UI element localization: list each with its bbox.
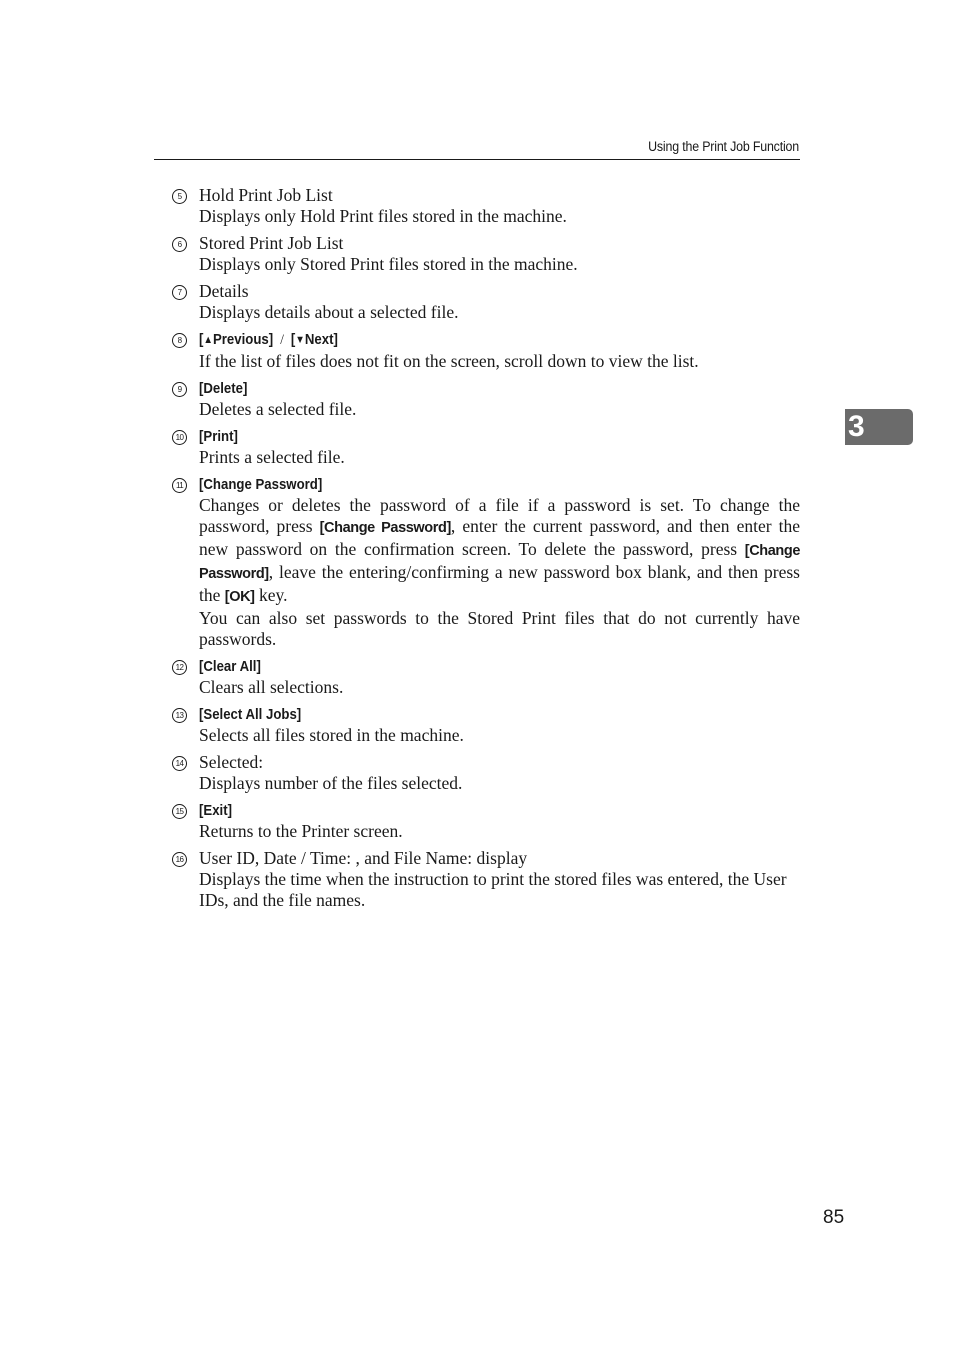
list-item [172, 752, 800, 794]
item-title: [Print] [199, 428, 238, 445]
item-title: User ID, Date / Time: , and File Name: display [199, 848, 528, 868]
chapter-number: 3 [848, 410, 865, 443]
list-item [172, 378, 800, 420]
text-run: Changes or deletes the password of a file if a password is set. To change the password, press [199, 495, 800, 536]
list-item [172, 426, 800, 468]
item-number: 7 [172, 285, 187, 300]
ok-key: [OK] [224, 589, 255, 605]
previous-key-label: Previous [212, 331, 269, 348]
list-item [172, 329, 800, 372]
item-title: [▲Previous] / [▼Next] [199, 331, 338, 348]
item-number: 14 [172, 756, 187, 771]
list-item [172, 656, 800, 698]
list-item [172, 800, 800, 842]
item-description: Displays only Stored Print files stored in the machine. [199, 254, 578, 274]
item-title: [Delete] [199, 380, 248, 397]
item-title: Stored Print Job List [199, 233, 344, 253]
item-description: Returns to the Printer screen. [199, 821, 403, 841]
item-title: [Clear All] [199, 658, 261, 675]
item-title: [Select All Jobs] [199, 706, 302, 723]
item-description: Clears all selections. [199, 677, 344, 697]
text-run: , enter the current password, and then enter the new password on the confirmation screen. To delete the password, press [199, 516, 800, 559]
item-number: 16 [172, 852, 187, 867]
item-number: 6 [172, 237, 187, 252]
key-separator: / [280, 332, 284, 348]
header-rule [154, 159, 800, 160]
item-description: Displays number of the files selected. [199, 773, 463, 793]
item-description: Displays only Hold Print files stored in the machine. [199, 206, 567, 226]
item-number: 10 [172, 430, 187, 445]
item-description: Displays the time when the instruction to print the stored files was entered, the User IDs, and the file names. [199, 869, 787, 910]
item-description [199, 495, 800, 608]
item-description: Selects all files stored in the machine. [199, 725, 464, 745]
text-run: key. [254, 585, 288, 605]
next-key-label: Next [304, 331, 334, 348]
item-title: Selected: [199, 752, 264, 772]
item-title: [Exit] [199, 802, 232, 819]
page-number: 85 [823, 1207, 845, 1228]
chapter-tab [845, 409, 913, 445]
list-item [172, 704, 800, 746]
item-number: 12 [172, 660, 187, 675]
down-arrow-icon: ▼ [295, 334, 305, 346]
item-title: Details [199, 281, 249, 301]
item-number: 8 [172, 333, 187, 348]
change-password-key: [Change Password] [199, 543, 800, 582]
item-title: Hold Print Job List [199, 185, 333, 205]
item-number: 9 [172, 382, 187, 397]
item-description: Prints a selected file. [199, 447, 345, 467]
up-arrow-icon: ▲ [203, 334, 213, 346]
item-list [172, 185, 800, 917]
item-description-note: You can also set passwords to the Stored Print files that do not currently have passwords. [199, 608, 800, 649]
list-item [172, 281, 800, 323]
item-number: 15 [172, 804, 187, 819]
item-description: Displays details about a selected file. [199, 302, 459, 322]
item-number: 13 [172, 708, 187, 723]
item-number: 11 [172, 478, 187, 493]
item-number: 5 [172, 189, 187, 204]
list-item [172, 233, 800, 275]
change-password-key: [Change Password] [319, 520, 451, 536]
item-title: [Change Password] [199, 476, 323, 493]
list-item [172, 474, 800, 650]
text-run: , leave the entering/confirming a new password box blank, and then press the [199, 562, 800, 605]
item-description: Deletes a selected file. [199, 399, 357, 419]
item-description: If the list of files does not fit on the screen, scroll down to view the list. [199, 351, 699, 371]
list-item [172, 185, 800, 227]
running-header: Using the Print Job Function [648, 139, 799, 154]
list-item [172, 848, 800, 911]
